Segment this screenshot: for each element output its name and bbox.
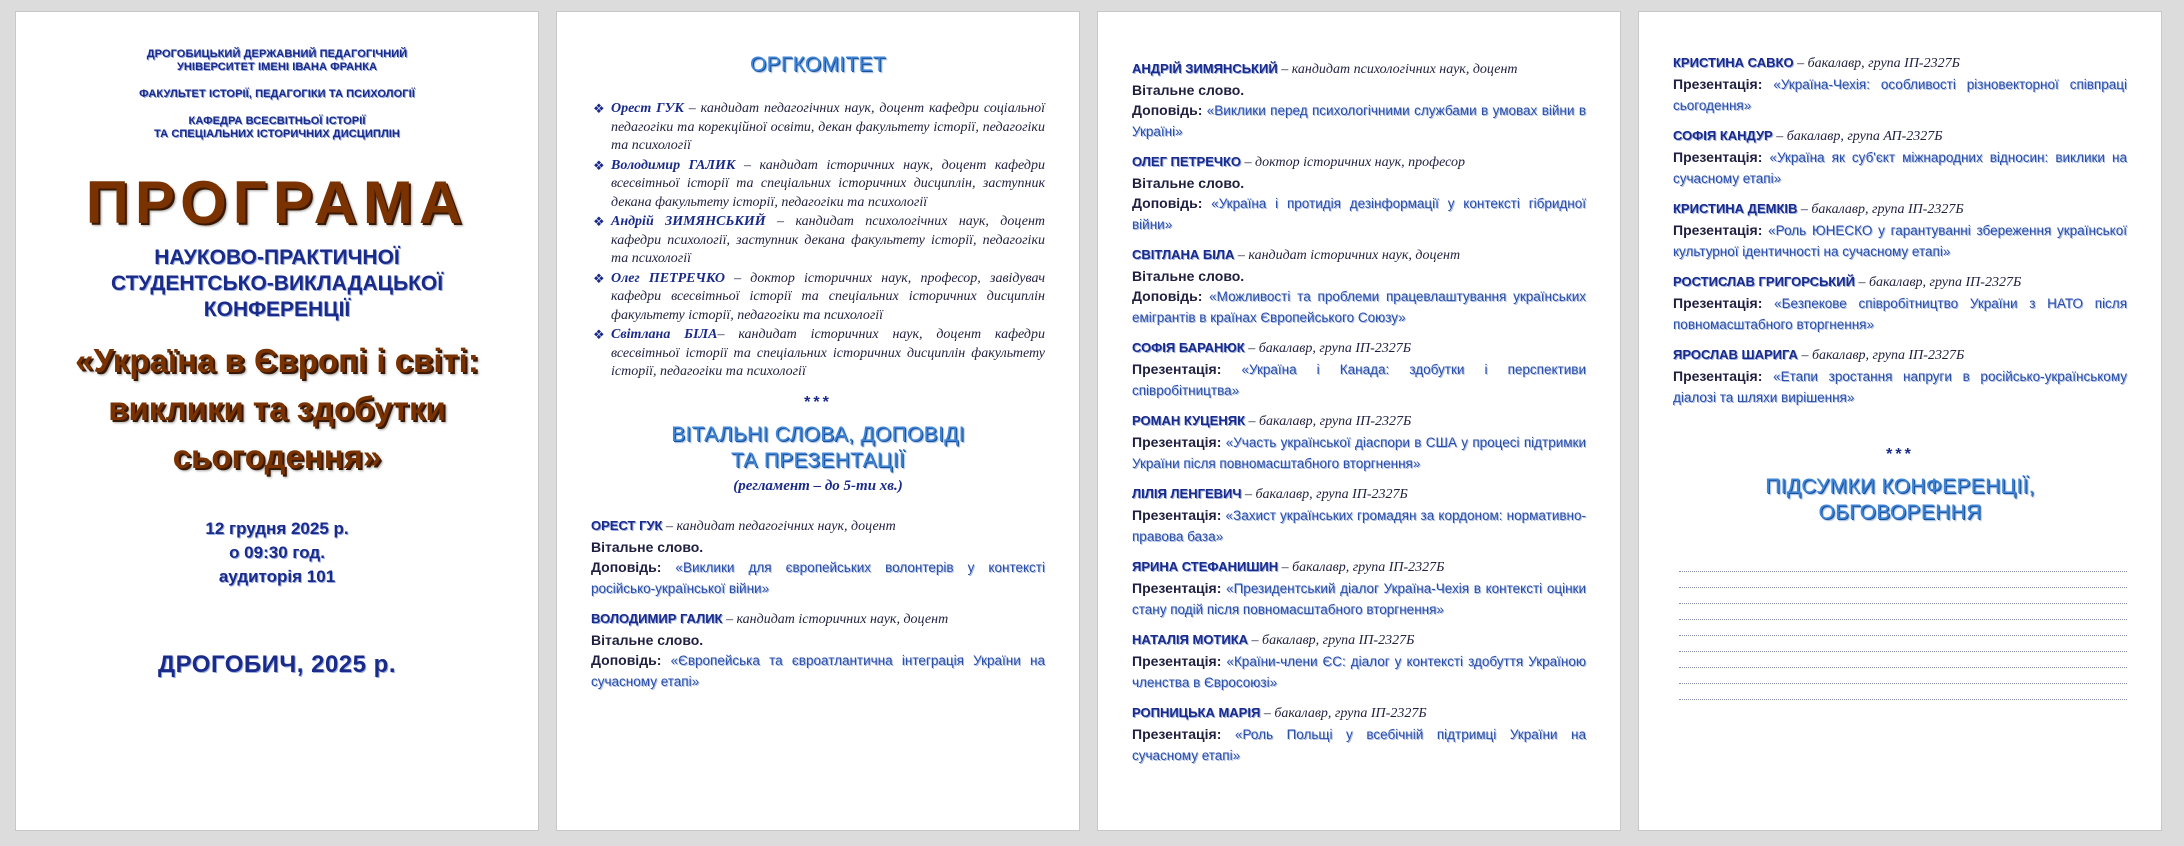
speaker-entry (1132, 410, 1586, 474)
speaker-entry (1132, 629, 1586, 693)
speaker-line (1673, 52, 2127, 74)
time: о 09:30 год. (229, 543, 325, 562)
summary-heading-line: ПІДСУМКИ КОНФЕРЕНЦІЇ, (1765, 475, 2035, 498)
speaker-entry (1132, 556, 1586, 620)
member-name: Світлана БІЛА (611, 327, 718, 342)
speaker-role: – бакалавр, група ІП-2327Б (1245, 414, 1412, 429)
speaker-name: СВІТЛАНА БІЛА (1132, 247, 1235, 262)
note-line (1679, 638, 2127, 652)
talk-type-label: Презентація: (1132, 653, 1222, 669)
committee-member (611, 157, 1045, 213)
talk-topic: «Захист українських громадян за кордоном: нормативно-правова база» (1132, 508, 1586, 544)
member-name: Олег ПЕТРЕЧКО (611, 270, 725, 286)
speaker-entry (1132, 151, 1586, 235)
speaker-line (1132, 629, 1586, 651)
speaker-role: – бакалавр, група ІП-2327Б (1793, 56, 1960, 71)
faculty-block (16, 88, 538, 101)
speaker-name: РОПНИЦЬКА МАРІЯ (1132, 705, 1261, 720)
separator-stars: *** (1886, 446, 1914, 463)
program-title: ПРОГРАМА (85, 169, 469, 236)
member-name: Володимир ГАЛИК (611, 157, 736, 173)
speaker-entry (1673, 344, 2127, 408)
talk-line (1132, 359, 1586, 401)
note-line (1679, 670, 2127, 684)
subtitle-line: СТУДЕНТСЬКО-ВИКЛАДАЦЬКОЇ (110, 272, 444, 295)
note-line (1679, 686, 2127, 700)
separator-stars: *** (804, 393, 832, 411)
speaker-name: АНДРІЙ ЗИМЯНСЬКИЙ (1132, 61, 1278, 76)
speaker-line (1673, 344, 2127, 366)
speaker-role: – бакалавр, група ІП-2327Б (1244, 341, 1412, 356)
talk-type-label: Доповідь: (591, 651, 662, 668)
speaker-entry (1132, 483, 1586, 547)
member-description: – кандидат історичних наук, доцент кафедри всесвітньої історії та спеціальних історичних дисциплін факультету історії, педагогіки та психології (611, 327, 1045, 379)
talk-type-label: Презентація: (1132, 580, 1222, 596)
talk-line (1132, 432, 1586, 474)
speaker-role: – бакалавр, група ІП-2327Б (1248, 633, 1415, 648)
speaker-name: СОФІЯ КАНДУР (1673, 128, 1773, 143)
talk-topic: «Участь української діаспори в США у процесі підтримки України після повномасштабного вторгнення» (1132, 435, 1586, 471)
talk-line (1132, 724, 1586, 766)
summary-heading (1673, 474, 2127, 526)
speaker-entry (1132, 702, 1586, 766)
speaker-line (1673, 271, 2127, 293)
conference-subtitle (16, 245, 538, 323)
conference-theme (16, 337, 538, 481)
talk-topic: «Країни-члени ЄС: діалог у контексті здобуття Україною членства в Євросоюзі» (1132, 654, 1586, 690)
talk-line (1132, 505, 1586, 547)
talk-topic: «Роль ЮНЕСКО у гарантуванні збереження української культурної ідентичності на сучасному етапі» (1673, 223, 2127, 259)
date-time-place (16, 517, 538, 589)
member-description: – доктор історичних наук, професор, завідувач кафедри всесвітньої історії та спеціальних історичних дисциплін факультету історії, педагогіки та психології (611, 270, 1045, 323)
speaker-role: – кандидат педагогічних наук, доцент (662, 518, 896, 534)
talk-line (1132, 100, 1586, 142)
department-line-2: ТА СПЕЦІАЛЬНИХ ІСТОРИЧНИХ ДИСЦИПЛІН (154, 128, 400, 140)
member-description: – кандидат історичних наук, доцент кафедри всесвітньої історії та спеціальних історичних дисциплін, заступник декана факультету історії, педагогіки та психології (611, 157, 1045, 210)
page-committee (557, 12, 1079, 830)
speaker-entry (1132, 58, 1586, 142)
speaker-line (1132, 410, 1586, 432)
speaker-name: ЯРОСЛАВ ШАРИГА (1673, 347, 1798, 362)
talk-line (1673, 293, 2127, 335)
talk-line (1132, 578, 1586, 620)
talk-line (1132, 651, 1586, 693)
speaker-role: – кандидат історичних наук, доцент (1234, 248, 1461, 263)
department-block (16, 115, 538, 141)
talk-type-label: Презентація: (1673, 222, 1763, 238)
committee-heading: ОРГКОМІТЕТ (749, 53, 887, 76)
talk-type-label: Презентація: (1673, 295, 1763, 311)
speaker-name: ЛІЛІЯ ЛЕНГЕВИЧ (1132, 486, 1242, 501)
speaker-name: ОЛЕГ ПЕТРЕЧКО (1132, 154, 1242, 169)
theme-line: «Україна в Європі і світі: (75, 342, 479, 379)
notes-lines (1679, 558, 2127, 700)
committee-member (611, 270, 1045, 326)
talk-topic: «Виклики перед психологічними службами в умовах війни в Україні» (1132, 103, 1586, 139)
member-description: – кандидат педагогічних наук, доцент кафедри соціальної педагогіки та корекційної освіти, декан факультету історії, педагогіки та психології (611, 101, 1045, 153)
speaker-role: – бакалавр, група АП-2327Б (1772, 129, 1943, 144)
page-speakers-summary (1639, 12, 2161, 830)
talk-line (1673, 220, 2127, 262)
speaker-entry (1673, 125, 2127, 189)
talk-topic: «Україна і Канада: здобутки і перспективи співробітництва» (1132, 362, 1586, 398)
speaker-line (1132, 151, 1586, 173)
talk-topic: «Можливості та проблеми працевлаштування українських емігрантів в країнах Європейського Союзу» (1132, 289, 1586, 325)
talk-type-label: Доповідь: (1132, 195, 1203, 211)
speaker-list (1673, 52, 2127, 408)
talk-type-label: Доповідь: (1132, 102, 1203, 118)
greeting-line: Вітальне слово. (1132, 268, 1245, 284)
speaker-line (1673, 198, 2127, 220)
reglament-note: (регламент – до 5-ти хв.) (733, 477, 903, 494)
section-heading-line: ТА ПРЕЗЕНТАЦІЇ (730, 448, 905, 472)
speaker-name: КРИСТИНА ДЕМКІВ (1673, 201, 1798, 216)
speaker-name: РОМАН КУЦЕНЯК (1132, 413, 1246, 428)
talk-topic: «Безпекове співробітництво України з НАТО після повномасштабного вторгнення» (1673, 296, 2127, 332)
talk-topic: «Роль Польщі у всебічній підтримці України на сучасному етапі» (1132, 727, 1586, 763)
talk-type-label: Презентація: (1132, 434, 1222, 450)
speaker-name: НАТАЛІЯ МОТИКА (1132, 632, 1249, 647)
speaker-role: – бакалавр, група ІП-2327Б (1797, 348, 1965, 363)
member-name: Орест ГУК (611, 101, 684, 116)
greeting-line: Вітальне слово. (591, 631, 704, 648)
talk-topic: «Україна-Чехія: особливості різновекторної співпраці сьогодення» (1673, 77, 2127, 113)
speaker-role: – кандидат історичних наук, доцент (722, 611, 949, 627)
faculty-name: ФАКУЛЬТЕТ ІСТОРІЇ, ПЕДАГОГІКИ ТА ПСИХОЛОГІЇ (139, 88, 415, 100)
speaker-role: – бакалавр, група ІП-2327Б (1241, 487, 1408, 502)
theme-line: сьогодення» (172, 438, 382, 475)
section-heading (591, 422, 1045, 474)
speaker-role: – доктор історичних наук, професор (1241, 155, 1466, 170)
page-cover (16, 12, 538, 830)
talk-line (1673, 74, 2127, 116)
speaker-role: – бакалавр, група ІП-2327Б (1797, 202, 1964, 217)
greeting-line: Вітальне слово. (1132, 82, 1245, 98)
speaker-list (591, 515, 1045, 692)
committee-member (611, 326, 1045, 382)
speaker-entry (1132, 244, 1586, 328)
speaker-entry (591, 515, 1045, 599)
page-speakers (1098, 12, 1620, 830)
speaker-line (1132, 58, 1586, 80)
speaker-line (1132, 702, 1586, 724)
talk-line (1132, 193, 1586, 235)
summary-heading-line: ОБГОВОРЕННЯ (1818, 501, 1982, 524)
talk-type-label: Презентація: (1673, 76, 1763, 92)
committee-member (611, 100, 1045, 156)
member-description: – кандидат психологічних наук, доцент кафедри психології, заступник декана факультету історії, педагогіки та психології (611, 214, 1045, 266)
note-line (1679, 654, 2127, 668)
speaker-role: – бакалавр, група ІП-2327Б (1278, 560, 1445, 575)
date: 12 грудня 2025 р. (205, 519, 349, 538)
speaker-line (1132, 244, 1586, 266)
speaker-name: ВОЛОДИМИР ГАЛИК (591, 610, 723, 626)
city-year: ДРОГОБИЧ, 2025 р. (158, 651, 396, 678)
talk-topic: «Україна як суб'єкт міжнародних відносин: виклики на сучасному етапі» (1673, 150, 2127, 186)
speaker-line (1132, 483, 1586, 505)
department-line-1: КАФЕДРА ВСЕСВІТНЬОЇ ІСТОРІЇ (188, 115, 366, 127)
note-line (1679, 574, 2127, 588)
committee-member (611, 213, 1045, 269)
greeting-line: Вітальне слово. (1132, 175, 1245, 191)
talk-type-label: Презентація: (1132, 507, 1222, 523)
note-line (1679, 622, 2127, 636)
speaker-entry (1673, 198, 2127, 262)
speaker-entry (1132, 337, 1586, 401)
speaker-name: КРИСТИНА САВКО (1673, 55, 1794, 70)
talk-topic: «Європейська та євроатлантична інтеграція України на сучасному етапі» (591, 652, 1045, 689)
member-name: Андрій ЗИМЯНСЬКИЙ (611, 214, 766, 229)
talk-topic: «Президентський діалог Україна-Чехія в контексті оцінки стану подій після повномасштабного вторгнення» (1132, 581, 1586, 617)
speaker-line (1132, 337, 1586, 359)
talk-type-label: Презентація: (1673, 368, 1763, 384)
speaker-entry (591, 608, 1045, 692)
talk-topic: «Етапи зростання напруги в російсько-українському діалозі та шляхи вирішення» (1673, 369, 2127, 405)
room: аудиторія 101 (218, 567, 336, 586)
speaker-name: ЯРИНА СТЕФАНИШИН (1132, 559, 1279, 574)
university-name (16, 48, 538, 74)
talk-line (1132, 286, 1586, 328)
speaker-role: – кандидат психологічних наук, доцент (1277, 62, 1518, 77)
note-line (1679, 606, 2127, 620)
speaker-line (591, 608, 1045, 630)
talk-type-label: Презентація: (1132, 361, 1222, 377)
section-heading-line: ВІТАЛЬНІ СЛОВА, ДОПОВІДІ (671, 422, 965, 446)
talk-line (1673, 147, 2127, 189)
talk-topic: «Виклики для європейських волонтерів у контексті російсько-української війни» (591, 559, 1045, 596)
speaker-name: РОСТИСЛАВ ГРИГОРСЬКИЙ (1673, 274, 1855, 289)
speaker-role: – бакалавр, група ІП-2327Б (1260, 706, 1427, 721)
greeting-line: Вітальне слово. (591, 538, 704, 555)
committee-list (591, 100, 1045, 382)
talk-type-label: Презентація: (1673, 149, 1763, 165)
speaker-line (1673, 125, 2127, 147)
speaker-line (1132, 556, 1586, 578)
theme-line: виклики та здобутки (108, 390, 446, 427)
note-line (1679, 590, 2127, 604)
subtitle-line: КОНФЕРЕНЦІЇ (203, 298, 351, 321)
note-line (1679, 558, 2127, 572)
talk-topic: «Україна і протидія дезінформації у контексті гібридної війни» (1132, 196, 1586, 232)
talk-type-label: Доповідь: (591, 558, 662, 575)
talk-line (591, 557, 1045, 599)
university-line-1: ДРОГОБИЦЬКИЙ ДЕРЖАВНИЙ ПЕДАГОГІЧНИЙ (146, 48, 408, 60)
talk-line (1673, 366, 2127, 408)
talk-type-label: Презентація: (1132, 726, 1222, 742)
speaker-entry (1673, 271, 2127, 335)
university-line-2: УНІВЕРСИТЕТ ІМЕНІ ІВАНА ФРАНКА (176, 61, 378, 73)
subtitle-line: НАУКОВО-ПРАКТИЧНОЇ (154, 246, 400, 269)
speaker-name: ОРЕСТ ГУК (591, 517, 663, 533)
speaker-line (591, 515, 1045, 537)
speaker-role: – бакалавр, група ІП-2327Б (1854, 275, 2022, 290)
speaker-list (1132, 58, 1586, 766)
talk-type-label: Доповідь: (1132, 288, 1203, 304)
talk-line (591, 650, 1045, 692)
speaker-name: СОФІЯ БАРАНЮК (1132, 340, 1245, 355)
speaker-entry (1673, 52, 2127, 116)
